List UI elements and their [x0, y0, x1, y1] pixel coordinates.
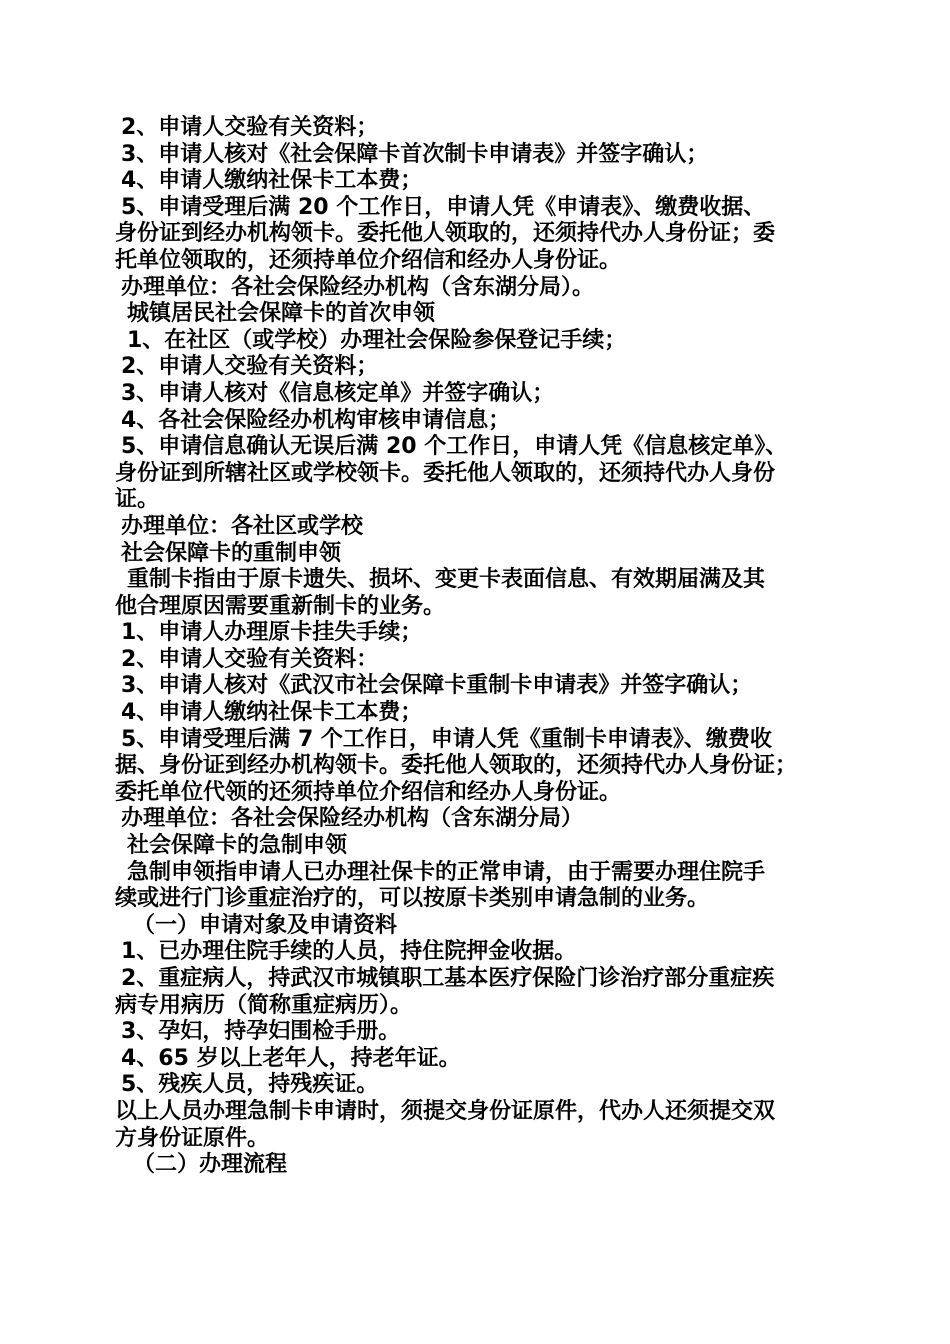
text-line: 1、申请人办理原卡挂失手续； — [121, 620, 423, 646]
text-line: （二）办理流程 — [133, 1152, 288, 1178]
text-line: 4、各社会保险经办机构审核申请信息； — [121, 407, 511, 433]
text-line: 5、申请信息确认无误后满 20 个工作日，申请人凭《信息核定单》、 — [121, 434, 788, 460]
text-line: 托单位领取的，还须持单位介绍信和经办人身份证。 — [115, 247, 622, 273]
text-line: 办理单位：各社会保险经办机构（含东湖分局）。 — [121, 274, 595, 300]
text-line: 2、重症病人，持武汉市城镇职工基本医疗保险门诊治疗部分重症疾 — [121, 966, 775, 991]
text-line: 城镇居民社会保障卡的首次申领 — [127, 301, 436, 327]
text-line: 续或进行门诊重症治疗的，可以按原卡类别申请急制的业务。 — [115, 886, 710, 912]
text-line: 证。 — [115, 487, 160, 513]
text-line: 病专用病历（简称重症病历）。 — [115, 992, 413, 1018]
text-line: 5、残疾人员，持残疾证。 — [121, 1072, 379, 1098]
document-page — [115, 115, 840, 1179]
text-line: 4、65 岁以上老年人，持老年证。 — [121, 1045, 461, 1071]
text-line: 办理单位：各社区或学校 — [121, 513, 364, 539]
text-line: 急制申领指申请人已办理社保卡的正常申请，由于需要办理住院手 — [127, 859, 766, 885]
text-line: 身份证到所辖社区或学校领卡。委托他人领取的，还须持代办人身份 — [115, 460, 776, 486]
text-line: 2、申请人交验有关资料； — [121, 354, 379, 380]
text-line: 5、申请受理后满 7 个工作日，申请人凭《重制卡申请表》、缴费收 — [121, 726, 772, 752]
text-line: 1、已办理住院手续的人员，持住院押金收据。 — [121, 939, 577, 965]
text-line: 4、申请人缴纳社保卡工本费； — [121, 700, 423, 726]
text-line: 3、申请人核对《信息核定单》并签字确认； — [121, 380, 555, 406]
text-line: 3、孕妇，持孕妇围检手册。 — [121, 1019, 401, 1045]
text-line: 方身份证原件。 — [115, 1125, 270, 1151]
text-line: 委托单位代领的还须持单位介绍信和经办人身份证。 — [115, 779, 622, 805]
text-line: 2、申请人交验有关资料； — [121, 115, 379, 140]
text-line: 据、身份证到经办机构领卡。委托他人领取的，还须持代办人身份证； — [115, 753, 798, 779]
text-line: 1、在社区（或学校）办理社会保险参保登记手续； — [127, 327, 627, 353]
text-line: 2、申请人交验有关资料： — [121, 646, 379, 672]
text-line: 身份证到经办机构领卡。委托他人领取的，还须持代办人身份证；委 — [115, 221, 776, 247]
text-line: 5、申请受理后满 20 个工作日，申请人凭《申请表》、缴费收据、 — [121, 194, 766, 220]
text-line: 社会保障卡的重制申领 — [121, 540, 342, 566]
text-line: 他合理原因需要重新制卡的业务。 — [115, 593, 446, 619]
text-line: 办理单位：各社会保险经办机构（含东湖分局） — [121, 806, 584, 832]
text-line: 社会保障卡的急制申领 — [127, 833, 348, 859]
text-line: 4、申请人缴纳社保卡工本费； — [121, 168, 423, 194]
text-line: 3、申请人核对《社会保障卡首次制卡申请表》并签字确认； — [121, 141, 709, 167]
text-line: 3、申请人核对《武汉市社会保障卡重制卡申请表》并签字确认； — [121, 673, 753, 699]
text-line: （一）申请对象及申请资料 — [133, 912, 398, 938]
text-line: 以上人员办理急制卡申请时，须提交身份证原件，代办人还须提交双 — [115, 1098, 776, 1124]
text-line: 重制卡指由于原卡遗失、损坏、变更卡表面信息、有效期届满及其 — [127, 567, 766, 593]
